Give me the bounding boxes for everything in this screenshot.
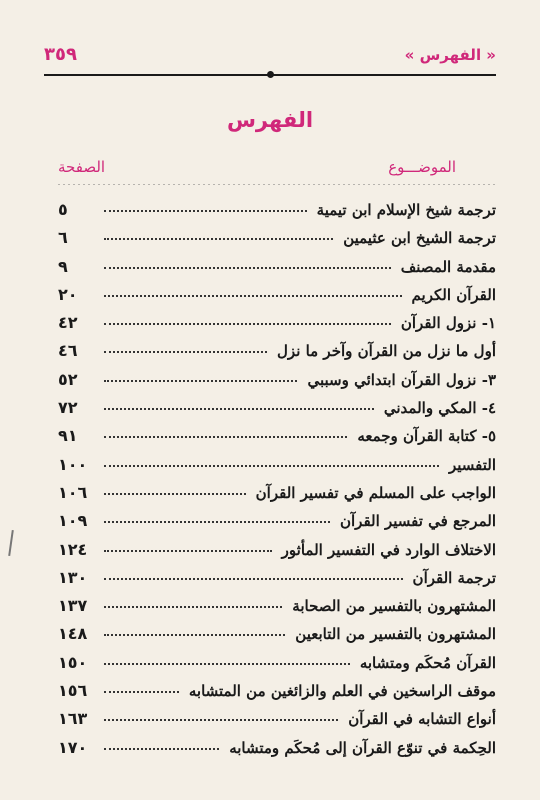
- toc-entry: [58, 540, 496, 568]
- toc-entry-title: ترجمة الشيخ ابن عثيمين: [343, 229, 496, 248]
- dot-leader: [104, 663, 350, 665]
- toc-entry-title: ١- نزول القرآن: [400, 314, 496, 333]
- toc-entry-page: ١٠٦: [58, 482, 88, 502]
- chapter-title: « الفهرس »: [404, 46, 496, 64]
- toc-entry-page: ١٦٣: [58, 709, 88, 729]
- toc-entry-page: ٥: [58, 200, 68, 219]
- toc-list: [58, 200, 496, 766]
- toc-entry: [58, 511, 496, 539]
- toc-entry-title: القرآن مُحكَم ومتشابه: [359, 653, 496, 672]
- toc-entry: [58, 200, 496, 228]
- dot-leader: [104, 691, 179, 693]
- toc-entry: [58, 624, 496, 652]
- dot-leader: [104, 634, 285, 636]
- toc-entry-title: ٥- كتابة القرآن وجمعه: [357, 427, 496, 446]
- dot-leader: [104, 238, 333, 240]
- toc-entry-title: الحِكمة في تنوّع القرآن إلى مُحكَم ومتشابه: [229, 738, 496, 757]
- toc-entry-page: ١٠٩: [58, 511, 88, 531]
- toc-entry-page: ٦: [58, 228, 68, 248]
- toc-entry-title: ٣- نزول القرآن ابتدائي وسببي: [307, 370, 496, 389]
- toc-entry-title: المشتهرون بالتفسير من الصحابة: [292, 597, 496, 616]
- toc-entry-title: القرآن الكريم: [411, 285, 496, 304]
- dot-leader: [104, 550, 272, 552]
- toc-entry-page: ٥٢: [58, 369, 78, 389]
- dot-leader: [104, 210, 307, 212]
- toc-entry-page: ١٧٠: [58, 737, 88, 757]
- toc-entry-page: ١٢٤: [58, 539, 88, 559]
- toc-entry: [58, 370, 496, 398]
- toc-entry: [58, 257, 496, 285]
- toc-entry-page: ٤٢: [58, 313, 78, 333]
- toc-entry: [58, 313, 496, 341]
- margin-mark: [8, 530, 14, 556]
- toc-entry-title: موقف الراسخين في العلم والزائغين من المتشابه: [188, 682, 496, 701]
- page-column-header: الصفحة: [58, 158, 106, 176]
- toc-entry: [58, 596, 496, 624]
- dot-leader: [104, 323, 391, 325]
- dot-leader: [104, 719, 338, 721]
- toc-entry-title: المرجع في تفسير القرآن: [339, 512, 496, 531]
- toc-entry-page: ١٥٠: [58, 652, 88, 672]
- header-divider: [58, 184, 496, 185]
- dot-leader: [104, 606, 282, 608]
- toc-entry-title: أول ما نزل من القرآن وآخر ما نزل: [277, 342, 496, 361]
- page-title: الفهرس: [226, 108, 314, 132]
- toc-entry: [58, 483, 496, 511]
- toc-entry-title: ٤- المكي والمدني: [383, 399, 496, 418]
- toc-entry-title: الواجب على المسلم في تفسير القرآن: [255, 483, 496, 502]
- toc-entry: [58, 653, 496, 681]
- toc-entry-page: ١٣٧: [58, 596, 88, 616]
- dot-leader: [104, 380, 297, 382]
- toc-entry-title: مقدمة المصنف: [400, 257, 496, 276]
- toc-entry-page: ٧٢: [58, 398, 78, 418]
- dot-leader: [104, 748, 219, 750]
- toc-entry-title: الاختلاف الوارد في التفسير المأثور: [281, 540, 496, 559]
- column-headers: [58, 158, 496, 182]
- toc-entry-page: ٩١: [58, 426, 78, 446]
- toc-entry: [58, 455, 496, 483]
- header-rule: [44, 74, 496, 76]
- toc-entry: [58, 285, 496, 313]
- topic-column-header: الموضـــوع: [388, 158, 456, 176]
- toc-entry-page: ٩: [58, 256, 68, 276]
- dot-leader: [104, 436, 347, 438]
- toc-entry-page: ١٣٠: [58, 567, 88, 587]
- toc-entry: [58, 426, 496, 454]
- dot-leader: [104, 521, 330, 523]
- page-number: ٣٥٩: [44, 44, 77, 65]
- dot-leader: [104, 295, 402, 297]
- dot-leader: [104, 465, 439, 467]
- toc-entry: [58, 568, 496, 596]
- toc-entry: [58, 681, 496, 709]
- toc-entry-title: المشتهرون بالتفسير من التابعين: [295, 625, 496, 644]
- toc-entry: [58, 709, 496, 737]
- running-header: [44, 42, 496, 72]
- toc-entry-title: ترجمة القرآن: [412, 568, 496, 587]
- toc-entry-page: ١٤٨: [58, 624, 88, 644]
- dot-leader: [104, 351, 267, 353]
- toc-entry-title: التفسير: [448, 455, 496, 474]
- dot-leader: [104, 578, 403, 580]
- toc-entry: [58, 738, 496, 766]
- toc-entry-page: ٤٦: [58, 341, 78, 361]
- toc-entry: [58, 398, 496, 426]
- toc-entry-page: ١٠٠: [58, 454, 88, 474]
- toc-entry: [58, 228, 496, 256]
- toc-entry-title: أنواع التشابه في القرآن: [348, 710, 496, 729]
- toc-entry-page: ٢٠: [58, 284, 78, 304]
- dot-leader: [104, 493, 246, 495]
- dot-leader: [104, 267, 391, 269]
- dot-leader: [104, 408, 374, 410]
- toc-entry: [58, 341, 496, 369]
- toc-entry-page: ١٥٦: [58, 681, 88, 701]
- toc-entry-title: ترجمة شيخ الإسلام ابن تيمية: [316, 201, 496, 219]
